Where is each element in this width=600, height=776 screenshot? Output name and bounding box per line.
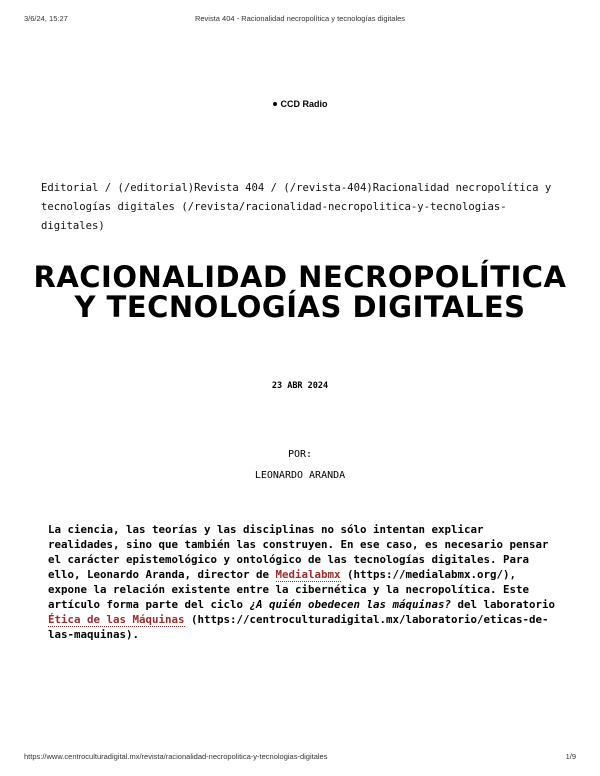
breadcrumb-separator: / — [264, 182, 284, 194]
dot-icon — [273, 102, 277, 106]
ccd-radio-link[interactable] — [0, 99, 600, 109]
breadcrumb-current[interactable]: Racionalidad necropolítica y tecnologías digitales — [41, 182, 552, 213]
breadcrumb-revista[interactable]: Revista 404 — [194, 182, 265, 194]
publication-date: 23 ABR 2024 — [271, 381, 329, 391]
breadcrumb-editorial-path: (/editorial) — [117, 182, 195, 194]
etica-maquinas-link[interactable]: Ética de las Máquinas — [48, 613, 185, 626]
lead-text: del laboratorio — [451, 598, 556, 611]
print-header — [24, 14, 576, 26]
breadcrumb-editorial[interactable]: Editorial — [41, 182, 99, 194]
breadcrumb-current-path: (/revista/racionalidad-necropolitica-y-tecnologias-digitales) — [41, 201, 507, 232]
cycle-title: ¿A quién obedecen las máquinas? — [249, 598, 452, 611]
author-name[interactable]: LEONARDO ARANDA — [254, 470, 346, 481]
article-title: RACIONALIDAD NECROPOLÍTICA Y TECNOLOGÍAS DIGITALES — [33, 260, 567, 324]
breadcrumb-separator: / — [98, 182, 118, 194]
ccd-radio-label: CCD Radio — [280, 99, 328, 109]
print-date: 3/6/24, 15:27 — [24, 14, 68, 23]
lead-text: La ciencia, las teorías y las disciplinas no sólo intentan explicar realidades, sino que también las construyen. En ese caso, es necesario pensar el carácter epistemológico y ontológico de las tecnologías digitales. Para ello, Leonardo Aranda, director de — [48, 523, 549, 581]
breadcrumb — [41, 179, 561, 236]
byline-label: POR: — [287, 449, 313, 460]
medialabmx-url: (https://medialabmx.org/) — [340, 568, 510, 581]
lead-text: , expone la relación existente entre la cibernética y la necropolítica. Este artículo forma parte del ciclo — [48, 568, 530, 611]
lead-text: . — [132, 628, 140, 641]
etica-maquinas-url: (https://centroculturadigital.mx/laboratorio/eticas-de-las-maquinas) — [48, 613, 549, 641]
medialabmx-link[interactable]: Medialabmx — [275, 568, 341, 581]
page-number: 1/9 — [565, 752, 576, 761]
print-url: https://www.centroculturadigital.mx/revista/racionalidad-necropolitica-y-tecnologias-digitales — [24, 752, 328, 761]
article-lead — [48, 522, 558, 642]
breadcrumb-revista-path: (/revista-404) — [283, 182, 373, 194]
print-footer — [24, 752, 576, 764]
print-title: Revista 404 - Racionalidad necropolítica y tecnologías digitales — [194, 14, 406, 23]
